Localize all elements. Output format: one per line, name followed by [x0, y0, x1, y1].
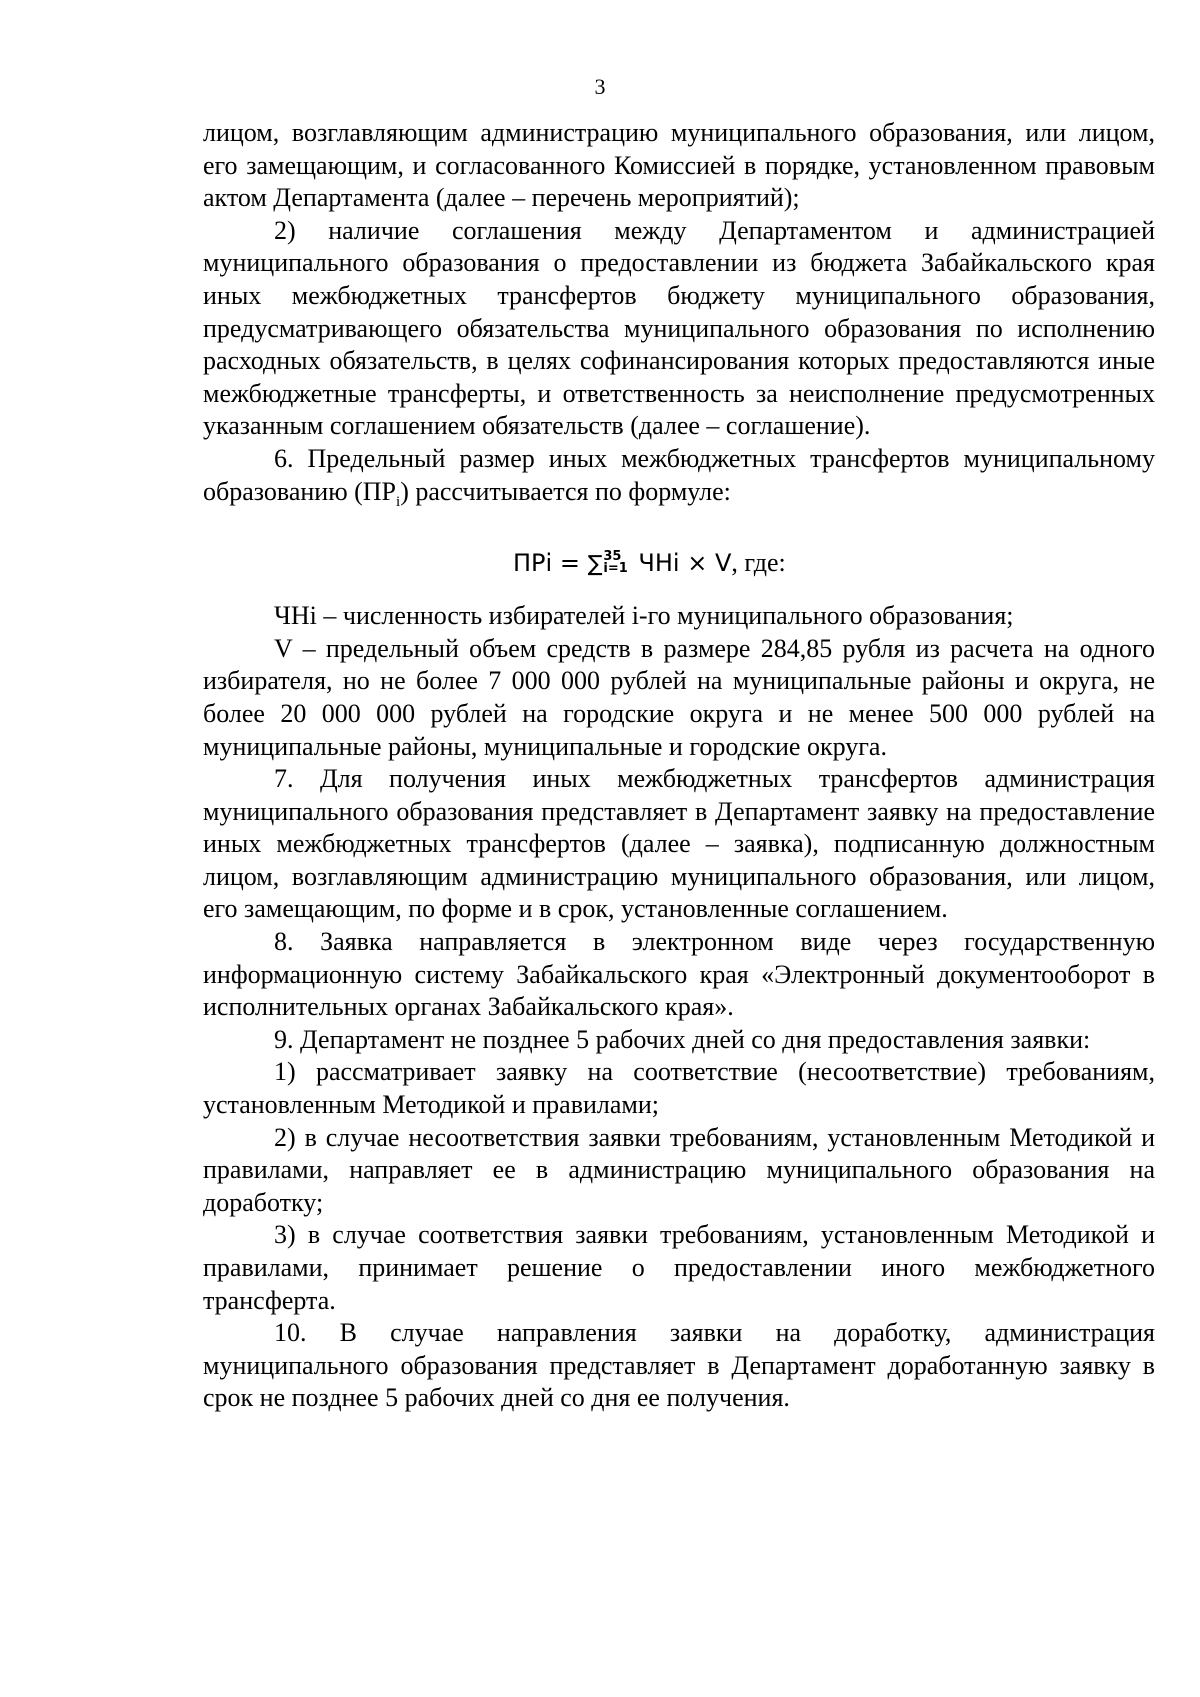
sum-upper-limit: 35 [603, 549, 622, 565]
paragraph-9: 9. Департамент не позднее 5 рабочих дней со дня предоставления заявки: [274, 1024, 1091, 1054]
paragraph-10: 10. В случае направления заявки на доработку, администрация муниципального образования представляет в Департамент доработанную заявку в срок не позднее 5 рабочих дней со дня ее получения. [203, 1318, 1155, 1413]
sum-limits [603, 551, 627, 575]
sum-symbol: ∑ [587, 552, 603, 578]
paragraph-9-2: 2) в случае несоответствия заявки требованиям, установленным Методикой и правилами, направляет ее в администрацию муниципального образования на доработку; [203, 1122, 1155, 1217]
sum-lower-limit: i=1 [603, 561, 628, 577]
formula-suffix: , где: [731, 548, 786, 578]
paragraph-6-text-end: ) рассчитывается по формуле: [400, 476, 731, 506]
paragraph-6-text: 6. Предельный размер иных межбюджетных трансфертов муниципальному образованию (ПР [203, 443, 1155, 506]
paragraph-9-1: 1) рассматривает заявку на соответствие (несоответствие) требованиям, установленным Методикой и правилами; [203, 1057, 1155, 1120]
formula-rhs: ЧНi × V [630, 549, 732, 578]
paragraph-2: 2) наличие соглашения между Департаментом и администрацией муниципального образования о предоставлении из бюджета Забайкальского края иных межбюджетных трансфертов бюджету муниципального образования, предусматривающего обязательства муниципального образования по исполнению расходных обязательств, в целях софинансирования которых предоставляются иные межбюджетные трансферты, и ответственность за неисполнение предусмотренных указанным соглашением обязательств (далее – соглашение). [203, 215, 1155, 441]
document-body [203, 117, 1155, 1415]
paragraph-8: 8. Заявка направляется в электронном виде через государственную информационную систему Забайкальского края «Электронный документооборот в исполнительных органах Забайкальского края». [203, 927, 1155, 1022]
formula [203, 508, 1155, 578]
paragraph-7: 7. Для получения иных межбюджетных трансфертов администрация муниципального образования представляет в Департамент заявку на предоставление иных межбюджетных трансфертов (далее – заявка), подписанную должностным лицом, возглавляющим администрацию муниципального образования, или лицом, его замещающим, по форме и в срок, установленные соглашением. [203, 764, 1155, 924]
paragraph-6 [203, 443, 1155, 508]
formula-lhs: ПРi = [513, 549, 588, 578]
paragraph-9-3: 3) в случае соответствия заявки требованиям, установленным Методикой и правилами, принимает решение о предоставлении иного межбюджетного трансферта. [203, 1220, 1155, 1315]
paragraph-v: V – предельный объем средств в размере 284,85 рубля из расчета на одного избирателя, но не более 7 000 000 рублей на муниципальные районы и округа, не более 20 000 000 рублей на городские округа и не менее 500 000 рублей на муниципальные районы, муниципальные и городские округа. [203, 633, 1155, 761]
page-number: 3 [594, 74, 606, 99]
paragraph-1: лицом, возглавляющим администрацию муниципального образования, или лицом, его замещающим, и согласованного Комиссией в порядке, установленном правовым актом Департамента (далее – перечень мероприятий); [203, 118, 1155, 213]
paragraph-chni: ЧНi – численность избирателей i-го муниципального образования; [274, 601, 1014, 631]
subscript-i: i [396, 493, 401, 510]
